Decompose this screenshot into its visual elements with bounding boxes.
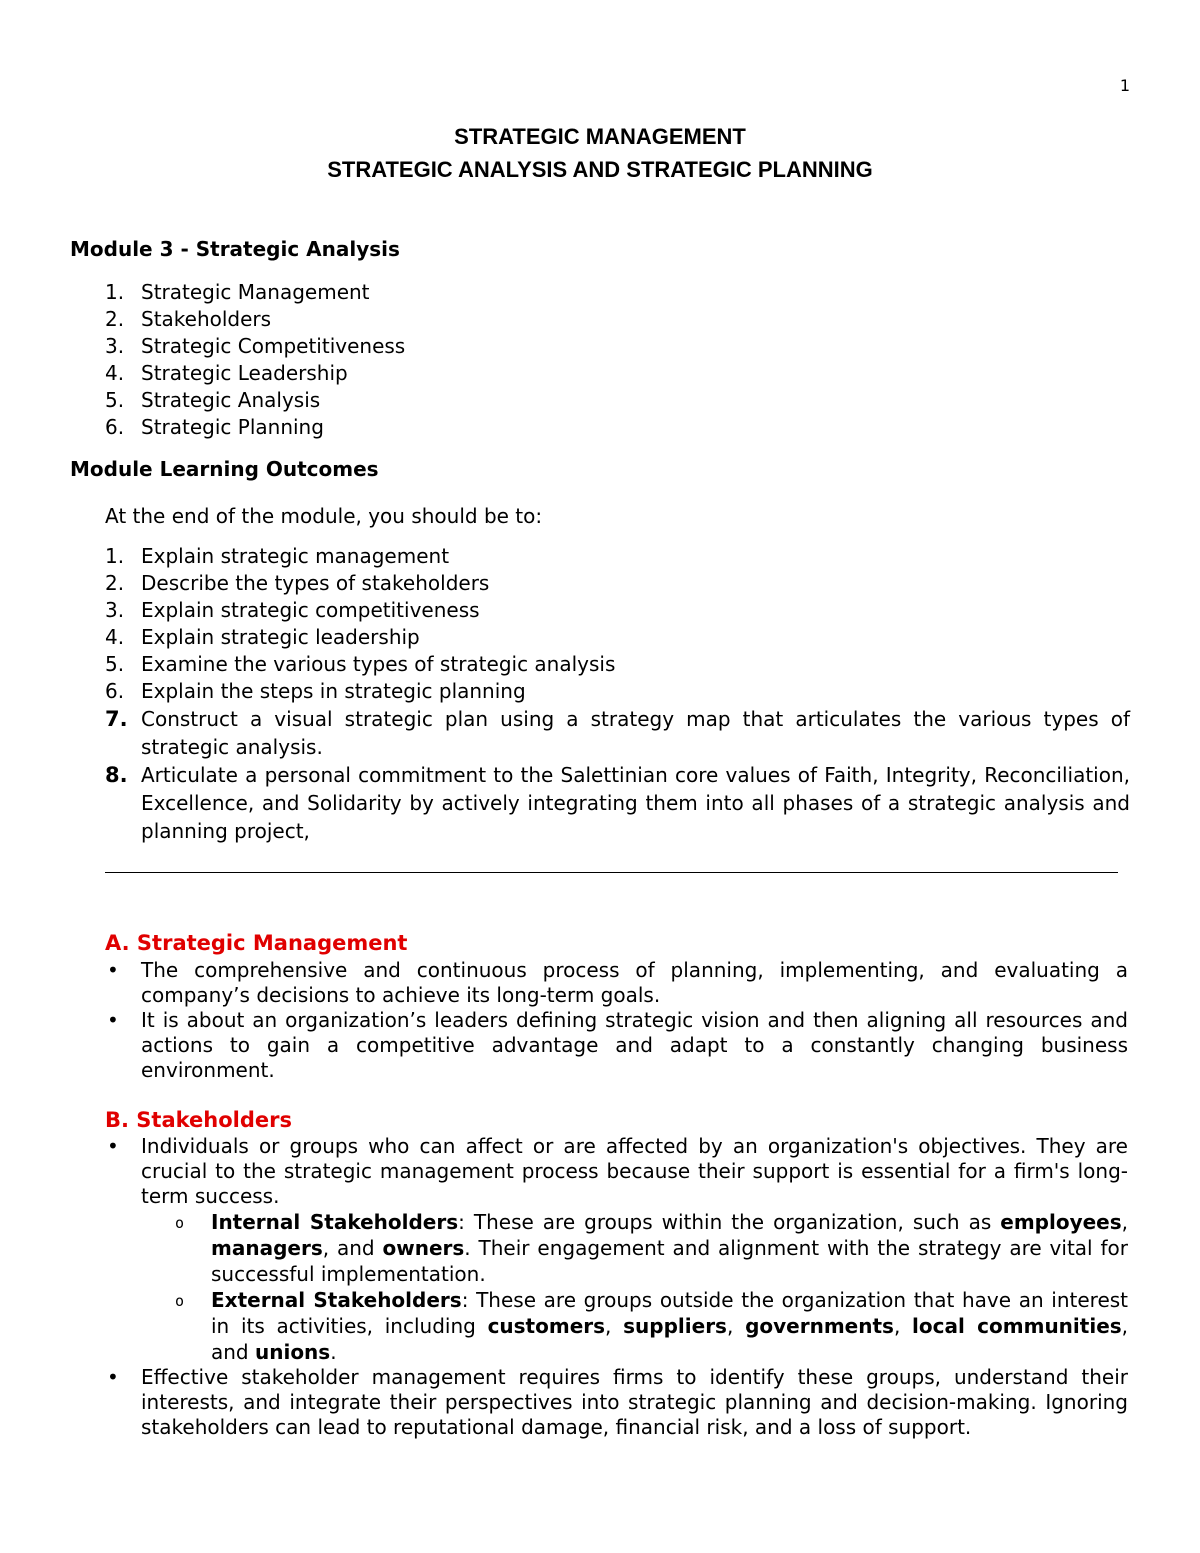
list-item: 3. Explain strategic competitiveness [105, 598, 480, 622]
section-b-heading: B. Stakeholders [105, 1108, 292, 1132]
list-item: • The comprehensive and continuous process of planning, implementing, and evaluating a company’s decisions to achieve its long-term goals. [107, 958, 1128, 1007]
external-stakeholders-item: o External Stakeholders: These are groups outside the organization that have an interest in its activities, including customers, suppliers, governments, local communities, and unions. [175, 1288, 1129, 1364]
list-item: 5. Strategic Analysis [105, 388, 321, 412]
internal-stakeholders-item: o Internal Stakeholders: These are groups within the organization, such as employees, managers, and owners. Their engagement and alignment with the strategy are vital for successful implementation. [175, 1210, 1128, 1286]
list-item: 4. Strategic Leadership [105, 361, 348, 385]
list-item: 4. Explain strategic leadership [105, 625, 420, 649]
outcomes-list [105, 543, 1130, 845]
list-item: 3. Strategic Competitiveness [105, 334, 406, 358]
list-item: 1. Strategic Management [105, 280, 370, 304]
page-number: 1 [1119, 76, 1131, 95]
outcomes-intro: At the end of the module, you should be to: [105, 504, 543, 528]
list-item: 6. Explain the steps in strategic planning [105, 679, 526, 703]
list-item: 6. Strategic Planning [105, 415, 324, 439]
section-b-bullets [105, 1134, 1128, 1440]
bullet-icon: • [107, 958, 119, 982]
module-topic-list [105, 279, 1130, 441]
section-a-bullets [105, 958, 1128, 1083]
document-subtitle: STRATEGIC ANALYSIS AND STRATEGIC PLANNING [327, 157, 873, 182]
list-item: 2. Describe the types of stakeholders [105, 571, 490, 595]
circle-bullet-icon: o [175, 1292, 185, 1310]
list-item: 5. Examine the various types of strategic analysis [105, 652, 616, 676]
list-item: 7. Construct a visual strategic plan using a strategy map that articulates the various types of strategic analysis. [105, 707, 1130, 759]
bullet-icon: • [107, 1134, 119, 1158]
list-item: • Individuals or groups who can affect or are affected by an organization's objectives. They are crucial to the strategic management process because their support is essential for a firm's long-term success. [107, 1134, 1128, 1208]
list-item: 2. Stakeholders [105, 307, 272, 331]
circle-bullet-icon: o [175, 1214, 185, 1232]
section-divider [105, 872, 1118, 873]
bullet-icon: • [107, 1008, 119, 1032]
list-item: • Effective stakeholder management requires firms to identify these groups, understand their interests, and integrate their perspectives into strategic planning and decision-making. Ignoring stakeholders can lead to reputational damage, financial risk, and a loss of support. [107, 1365, 1128, 1439]
list-item: • It is about an organization’s leaders defining strategic vision and then aligning all resources and actions to gain a competitive advantage and adapt to a constantly changing business environment. [107, 1008, 1128, 1082]
list-item: 8. Articulate a personal commitment to the Salettinian core values of Faith, Integrity, Reconciliation, Excellence, and Solidarity by actively integrating them into all phases of a strategic analysis and planning project, [105, 763, 1130, 843]
module-heading: Module 3 - Strategic Analysis [70, 237, 400, 261]
document-title: STRATEGIC MANAGEMENT [454, 124, 746, 149]
section-a-heading: A. Strategic Management [105, 931, 408, 955]
list-item: 1. Explain strategic management [105, 544, 450, 568]
bullet-icon: • [107, 1365, 119, 1389]
outcomes-heading: Module Learning Outcomes [70, 457, 379, 481]
